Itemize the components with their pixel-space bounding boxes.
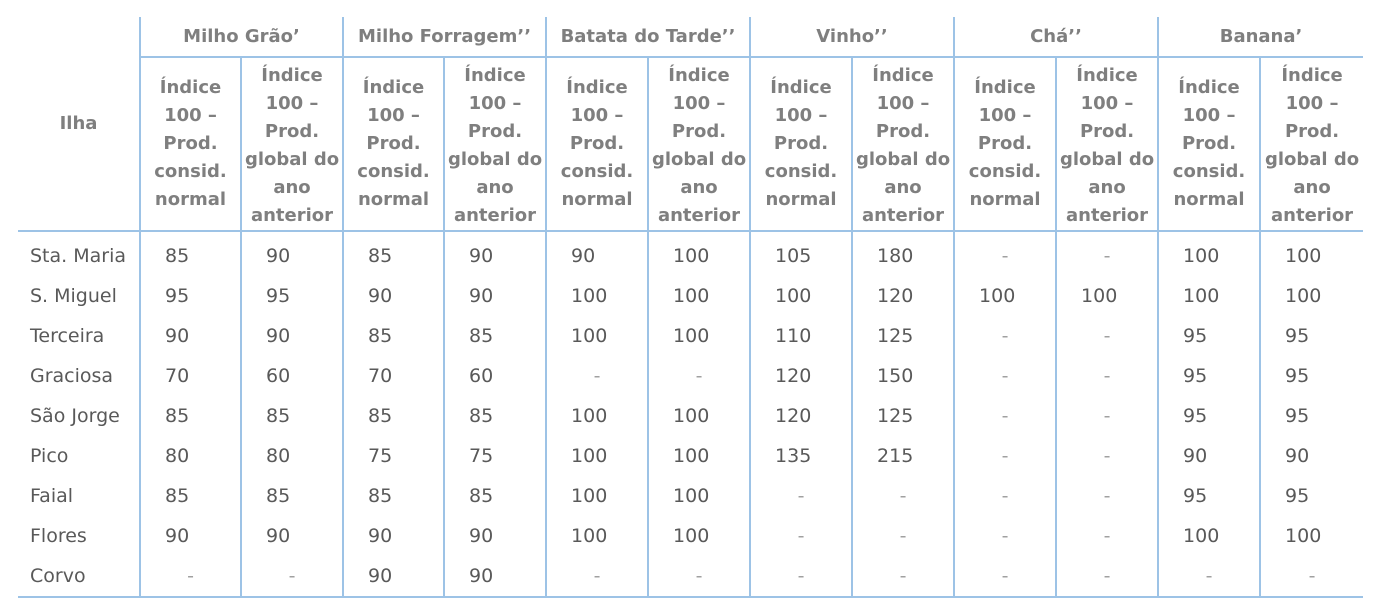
value-cell: 85 [140,231,241,276]
value-cell: 100 [648,396,750,436]
value-cell: 125 [852,316,954,356]
island-name-cell: Flores [30,525,87,547]
value-cell: 100 [648,316,750,356]
group-header-milho-forragem: Milho Forragem’’ [343,17,546,57]
value-cell: 100 [1158,231,1260,276]
value-cell: 95 [1260,356,1363,396]
value-cell: 100 [1260,276,1363,316]
value-cell: 85 [444,476,546,516]
value-cell: - [546,556,648,597]
value-cell: 90 [1260,436,1363,476]
island-name-cell: Faial [30,485,74,507]
value-cell: 95 [1158,356,1260,396]
subheader-normal: Índice 100 – Prod. consid. normal [546,57,648,231]
island-name-cell: Pico [30,445,69,467]
value-cell: 100 [1158,516,1260,556]
value-cell: - [954,436,1056,476]
value-cell: 70 [343,356,444,396]
value-cell: - [241,556,343,597]
value-cell: - [750,516,852,556]
value-cell: - [954,356,1056,396]
value-cell: 90 [1158,436,1260,476]
subheader-normal: Índice 100 – Prod. consid. normal [750,57,852,231]
production-index-table [18,17,1363,598]
value-cell: 100 [648,436,750,476]
island-name-cell: Graciosa [30,365,114,387]
value-cell: 75 [444,436,546,476]
subheader-normal: Índice 100 – Prod. consid. normal [1158,57,1260,231]
value-cell: 100 [954,276,1056,316]
value-cell: 110 [750,316,852,356]
value-cell: 95 [1158,476,1260,516]
subheader-global: Índice 100 – Prod. global do ano anterior [852,57,954,231]
value-cell: - [140,556,241,597]
value-cell: - [1056,396,1158,436]
value-cell: 60 [241,356,343,396]
value-cell: 90 [444,556,546,597]
value-cell: - [954,396,1056,436]
value-cell: 95 [1260,396,1363,436]
value-cell: 85 [241,476,343,516]
island-name-cell: Sta. Maria [30,245,127,267]
value-cell: - [954,476,1056,516]
value-cell: - [1056,356,1158,396]
value-cell: 150 [852,356,954,396]
subheader-normal: Índice 100 – Prod. consid. normal [343,57,444,231]
value-cell: - [954,516,1056,556]
value-cell: 90 [241,516,343,556]
group-header-milho-grao: Milho Grão’ [140,17,343,57]
value-cell: 80 [241,436,343,476]
value-cell: 100 [648,516,750,556]
subheader-normal: Índice 100 – Prod. consid. normal [140,57,241,231]
table-row [18,231,1363,276]
value-cell: - [1056,316,1158,356]
island-name-cell: Terceira [30,325,105,347]
value-cell: 90 [343,516,444,556]
value-cell: 85 [444,396,546,436]
subheader-global: Índice 100 – Prod. global do ano anterior [1260,57,1363,231]
value-cell: 70 [140,356,241,396]
value-cell: 95 [1158,316,1260,356]
value-cell: 100 [1260,231,1363,276]
table-row [18,396,1363,436]
value-cell: 90 [546,231,648,276]
table-row [18,276,1363,316]
value-cell: 85 [140,476,241,516]
table-body [18,231,1363,597]
subheader-row [18,57,1363,231]
subheader-global: Índice 100 – Prod. global do ano anterior [444,57,546,231]
value-cell: 215 [852,436,954,476]
table-row [18,516,1363,556]
value-cell: 100 [546,276,648,316]
value-cell: 100 [648,476,750,516]
value-cell: 85 [343,231,444,276]
table-row [18,556,1363,597]
value-cell: 85 [241,396,343,436]
island-name-cell: S. Miguel [30,285,117,307]
value-cell: - [852,516,954,556]
value-cell: 95 [140,276,241,316]
value-cell: 100 [1260,516,1363,556]
value-cell: 95 [241,276,343,316]
value-cell: 90 [343,276,444,316]
value-cell: 135 [750,436,852,476]
value-cell: 100 [1056,276,1158,316]
value-cell: 85 [444,316,546,356]
value-cell: 95 [1158,396,1260,436]
value-cell: - [1056,476,1158,516]
value-cell: - [954,316,1056,356]
value-cell: 105 [750,231,852,276]
value-cell: 100 [648,231,750,276]
value-cell: 100 [546,396,648,436]
value-cell: 100 [546,436,648,476]
subheader-global: Índice 100 – Prod. global do ano anterior [1056,57,1158,231]
group-header-batata-do-tarde: Batata do Tarde’’ [546,17,750,57]
table-row [18,436,1363,476]
column-header-ilha: Ilha [18,17,140,231]
value-cell: 90 [241,231,343,276]
value-cell: - [852,556,954,597]
value-cell: 100 [546,316,648,356]
group-header-vinho: Vinho’’ [750,17,954,57]
value-cell: - [852,476,954,516]
value-cell: - [1056,556,1158,597]
value-cell: 100 [1158,276,1260,316]
subheader-normal: Índice 100 – Prod. consid. normal [954,57,1056,231]
island-name-cell: São Jorge [30,405,120,427]
value-cell: 85 [343,396,444,436]
group-header-banana: Banana’ [1158,17,1363,57]
value-cell: 120 [750,396,852,436]
value-cell: - [954,231,1056,276]
value-cell: - [1056,231,1158,276]
value-cell: 90 [343,556,444,597]
value-cell: 85 [343,316,444,356]
value-cell: 85 [343,476,444,516]
value-cell: - [954,556,1056,597]
value-cell: 80 [140,436,241,476]
production-index-table-container [18,17,1363,598]
value-cell: 95 [1260,316,1363,356]
value-cell: - [1056,516,1158,556]
value-cell: 90 [444,516,546,556]
value-cell: - [1260,556,1363,597]
value-cell: 90 [140,516,241,556]
table-row [18,476,1363,516]
value-cell: 100 [546,516,648,556]
island-name-cell: Corvo [18,556,140,597]
value-cell: 120 [852,276,954,316]
value-cell: 60 [444,356,546,396]
value-cell: 120 [750,356,852,396]
value-cell: - [1056,436,1158,476]
value-cell: 90 [444,231,546,276]
value-cell: 90 [241,316,343,356]
value-cell: - [750,476,852,516]
group-header-row [18,17,1363,57]
value-cell: 90 [444,276,546,316]
subheader-global: Índice 100 – Prod. global do ano anterior [241,57,343,231]
value-cell: 100 [546,476,648,516]
value-cell: - [648,556,750,597]
value-cell: - [1158,556,1260,597]
value-cell: 100 [750,276,852,316]
subheader-global: Índice 100 – Prod. global do ano anterior [648,57,750,231]
value-cell: - [750,556,852,597]
value-cell: 90 [140,316,241,356]
value-cell: 180 [852,231,954,276]
value-cell: 125 [852,396,954,436]
value-cell: 95 [1260,476,1363,516]
value-cell: 75 [343,436,444,476]
value-cell: 100 [648,276,750,316]
group-header-cha: Chá’’ [954,17,1158,57]
table-row [18,316,1363,356]
value-cell: 85 [140,396,241,436]
table-row [18,356,1363,396]
value-cell: - [546,356,648,396]
value-cell: - [648,356,750,396]
